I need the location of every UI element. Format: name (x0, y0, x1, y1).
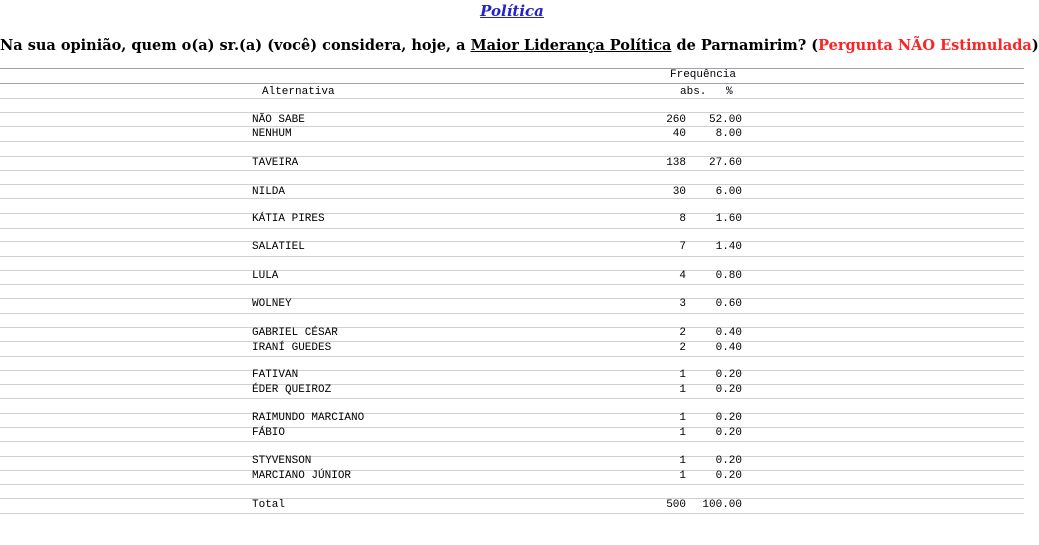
total-pct-value: 100.00 (702, 499, 742, 511)
row-divider (0, 198, 1024, 199)
row-divider (0, 284, 1024, 285)
row-abs-value: 8 (679, 213, 686, 225)
row-divider (0, 126, 1024, 127)
row-divider (0, 141, 1024, 142)
row-divider (0, 270, 1024, 271)
row-pct-value: 0.20 (715, 455, 742, 467)
row-divider (0, 327, 1024, 328)
row-abs-value: 4 (679, 270, 686, 282)
row-label: NÃO SABE (252, 114, 305, 126)
row-pct-value: 27.60 (708, 157, 742, 169)
row-pct-value: 52.00 (708, 114, 742, 126)
row-label: LULA (252, 270, 279, 282)
row-abs-value: 1 (679, 412, 686, 424)
row-pct-value: 6.00 (715, 186, 742, 198)
row-label: MARCIANO JÚNIOR (252, 470, 352, 482)
row-divider (0, 298, 1024, 299)
table-top-rule (0, 68, 1024, 69)
question-text (0, 37, 1039, 54)
row-pct-value: 1.40 (715, 241, 742, 253)
row-abs-value: 30 (672, 186, 686, 198)
row-label: NENHUM (252, 128, 292, 140)
row-abs-value: 260 (666, 114, 686, 126)
row-pct-value: 0.40 (715, 342, 742, 354)
col-abs-header: abs. (680, 86, 707, 98)
row-divider (0, 184, 1024, 185)
row-label: GABRIEL CÉSAR (252, 327, 338, 339)
row-pct-value: 0.60 (715, 298, 742, 310)
row-divider (0, 170, 1024, 171)
row-divider (0, 256, 1024, 257)
question-middle: de Parnamirim? ( (671, 37, 819, 54)
row-label: FÁBIO (252, 427, 286, 439)
row-label: KÁTIA PIRES (252, 213, 325, 225)
row-divider (0, 398, 1024, 399)
row-divider (0, 370, 1024, 371)
row-label: RAIMUNDO MARCIANO (252, 412, 365, 424)
section-title-link[interactable]: Política (480, 2, 544, 20)
row-divider (0, 384, 1024, 385)
row-abs-value: 3 (679, 298, 686, 310)
row-abs-value: 1 (679, 384, 686, 396)
row-abs-value: 138 (666, 157, 686, 169)
row-label: WOLNEY (252, 298, 292, 310)
question-highlight: Maior Liderança Política (470, 37, 672, 54)
row-divider (0, 241, 1024, 242)
row-divider (0, 498, 1024, 499)
col-alternative-header: Alternativa (262, 86, 335, 98)
row-divider (0, 112, 1024, 113)
row-divider (0, 413, 1024, 414)
row-abs-value: 2 (679, 342, 686, 354)
col-pct-header: % (726, 86, 733, 98)
row-pct-value: 0.80 (715, 270, 742, 282)
row-label: STYVENSON (252, 455, 312, 467)
total-label: Total (252, 499, 286, 511)
row-divider (0, 513, 1024, 514)
row-divider (0, 456, 1024, 457)
row-divider (0, 313, 1024, 314)
row-abs-value: 1 (679, 369, 686, 381)
row-divider (0, 156, 1024, 157)
row-divider (0, 356, 1024, 357)
row-label: FATIVAN (252, 369, 299, 381)
question-note: Pergunta NÃO Estimulada (818, 37, 1032, 54)
header-rule (0, 83, 1024, 84)
row-pct-value: 0.20 (715, 412, 742, 424)
row-divider (0, 341, 1024, 342)
row-label: ÉDER QUEIROZ (252, 384, 332, 396)
row-pct-value: 0.20 (715, 384, 742, 396)
row-label: IRANÍ GUEDES (252, 342, 332, 354)
row-divider (0, 213, 1024, 214)
row-abs-value: 7 (679, 241, 686, 253)
row-pct-value: 0.40 (715, 327, 742, 339)
question-suffix: ) (1031, 37, 1039, 54)
row-pct-value: 8.00 (715, 128, 742, 140)
row-abs-value: 1 (679, 470, 686, 482)
header-bottom-rule (0, 98, 1024, 99)
row-label: TAVEIRA (252, 157, 299, 169)
row-pct-value: 1.60 (715, 213, 742, 225)
row-divider (0, 484, 1024, 485)
row-divider (0, 427, 1024, 428)
col-group-header: Frequência (670, 69, 737, 81)
row-divider (0, 441, 1024, 442)
row-abs-value: 1 (679, 427, 686, 439)
row-abs-value: 1 (679, 455, 686, 467)
row-abs-value: 40 (672, 128, 686, 140)
row-label: NILDA (252, 186, 286, 198)
row-pct-value: 0.20 (715, 470, 742, 482)
row-pct-value: 0.20 (715, 427, 742, 439)
row-label: SALATIEL (252, 241, 305, 253)
row-divider (0, 470, 1024, 471)
question-prefix: Na sua opinião, quem o(a) sr.(a) (você) considera, hoje, a (0, 37, 471, 54)
row-divider (0, 228, 1024, 229)
row-abs-value: 2 (679, 327, 686, 339)
total-abs-value: 500 (666, 499, 686, 511)
row-pct-value: 0.20 (715, 369, 742, 381)
